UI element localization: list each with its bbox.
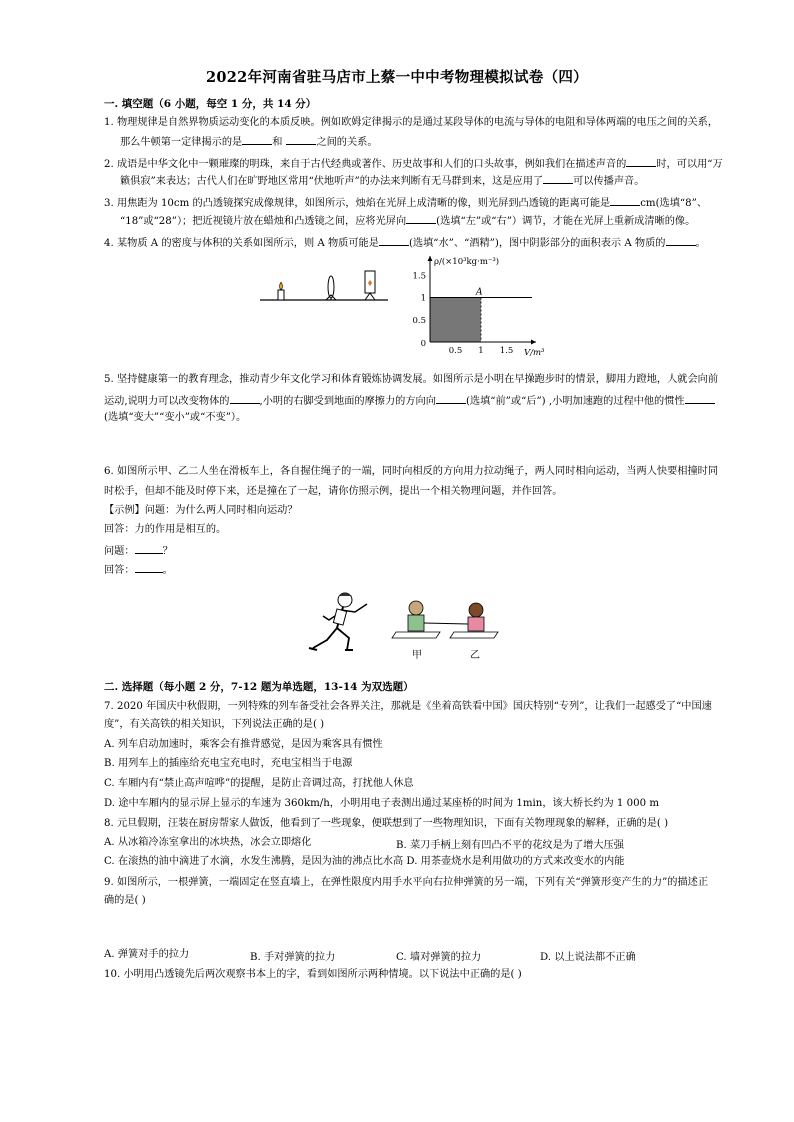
y-tick-label: 1 (420, 293, 426, 304)
q2-line2: 籁俱寂”来表达；古代人们在旷野地区常用“伏地听声”的办法来判断有无马群到来，这是应用了 可以传播声音。 (120, 172, 644, 189)
origin-label: 0 (420, 339, 426, 349)
q8-option-b[interactable]: B. 菜刀手柄上刻有凹凸不平的花纹是为了增大压强 (396, 840, 624, 851)
x-tick-label: 0.5 (448, 346, 463, 356)
blank[interactable] (666, 234, 696, 246)
y-tick-label: 0.5 (412, 315, 426, 326)
person-yi-body (468, 617, 484, 631)
q7-option-d[interactable]: D. 途中车厢内的显示屏上显示的车速为 360km/h，小明用电子表测出通过某座桥的时间为 1min，该大桥长约为 1 000 m (104, 798, 659, 809)
section1-heading: 一. 填空题（6 小题，每空 1 分，共 14 分） (104, 98, 317, 110)
q5-line2: 运动,说明力可以改变物体的 ,小明的右脚受到地面的摩擦力的方向向 (选填“前”或“后”) ,小明加速跑的过程中他的惯性 (104, 392, 715, 409)
screen-stand (365, 293, 375, 300)
q8-option-c-d[interactable]: C. 在滚热的油中滴进了水滴，水发生沸腾，是因为油的沸点比水高 D. 用茶壶烧水是利用做功的方式来改变水的内能 (104, 856, 625, 867)
blank[interactable] (286, 133, 316, 145)
person-yi-head (469, 603, 483, 617)
shaded-area (430, 298, 481, 342)
flame-icon (280, 282, 283, 290)
runner-leg-back (313, 628, 337, 648)
skateboard-figure (392, 596, 502, 662)
q1-line2: 那么牛顿第一定律揭示的是 和 之间的关系。 (120, 133, 378, 150)
q6-line2: 时松手，但却不能及时停下来，还是撞在了一起，请你仿照示例，提出一个相关物理问题，并作回答。 (104, 486, 563, 497)
x-tick-label: 1 (478, 346, 484, 356)
q7-option-a[interactable]: A. 列车启动加速时，乘客会有推背感觉，是因为乘客具有惯性 (104, 739, 383, 750)
blank[interactable] (685, 392, 715, 404)
y-axis-label: ρ/(×10³kg·m⁻³) (434, 257, 500, 267)
q9-option-c[interactable]: C. 墙对弹簧的拉力 (396, 952, 482, 963)
label-yi: 乙 (470, 650, 480, 661)
blank[interactable] (406, 212, 436, 224)
q9-line2: 确的是( ) (104, 895, 146, 906)
blank[interactable] (626, 155, 656, 167)
blank[interactable] (135, 542, 163, 554)
q6-ask-answer: 回答： 。 (104, 561, 173, 578)
q7-line2: 度”，有关高铁的相关知识，下列说法正确的是( ) (104, 719, 325, 730)
q4-line1: 4. 某物质 A 的密度与体积的关系如图所示，则 A 物质可能是 (选填“水”、“酒精”)，图中阴影部分的面积表示 A 物质的 。 (104, 234, 706, 251)
y-tick-label: 1.5 (412, 271, 426, 282)
density-volume-chart (400, 250, 545, 358)
blank[interactable] (436, 392, 466, 404)
q7-option-c[interactable]: C. 车厢内有“禁止高声喧哗”的提醒，是防止音调过高，打扰他人休息 (104, 778, 414, 789)
section2-heading: 二. 选择题（每小题 2 分，7-12 题为单选题，13-14 为双选题） (104, 681, 414, 693)
q3-line1: 3. 用焦距为 10cm 的凸透镜探究成像规律，如图所示，烛焰在光屏上成清晰的像，则光屏到凸透镜的距离可能是 cm(选填“8”、 (104, 194, 707, 211)
blank[interactable] (610, 194, 640, 206)
runner-leg-front (337, 628, 349, 650)
y-axis-arrow (428, 256, 433, 261)
blank[interactable] (379, 234, 409, 246)
blank[interactable] (230, 392, 260, 404)
blank[interactable] (543, 172, 573, 184)
q7-option-b[interactable]: B. 用列车上的插座给充电宝充电时，充电宝相当于电源 (104, 758, 353, 769)
q5-line3: (选填“变大”“变小”或“不变”）。 (104, 412, 247, 423)
person-jia-head (409, 601, 423, 615)
point-label: A (476, 287, 483, 298)
blank[interactable] (242, 133, 272, 145)
runner-figure (305, 588, 377, 660)
person-jia-body (408, 615, 424, 631)
board-jia (392, 632, 440, 638)
q9-option-d[interactable]: D. 以上说法都不正确 (540, 952, 636, 963)
blank[interactable] (135, 561, 163, 573)
q9-option-b[interactable]: B. 手对弹簧的拉力 (250, 952, 336, 963)
q3-line2: “18”或“28”）；把近视镜片放在蜡烛和凸透镜之间，应将光屏向 (选填“左”或“右”）调节，才能在光屏上重新成清晰的像。 (120, 212, 695, 229)
q6-line1: 6. 如图所示甲、乙二人坐在滑板车上，各自握住绳子的一端，同时向相反的方向用力拉动绳子，两人同时相向运动，当两人快要相撞时同 (104, 466, 719, 477)
q8-line1: 8. 元旦假期，汪装在厨房帮家人做饭，他看到了一些现象，便联想到了一些物理知识，下面有关物理现象的解释，正确的是( ) (104, 818, 669, 829)
rope (424, 623, 468, 624)
q9-option-a[interactable]: A. 弹簧对手的拉力 (104, 949, 190, 960)
q10-line1: 10. 小明用凸透镜先后两次观察书本上的字，看到如图所示两种情境。以下说法中正确的是( ) (104, 969, 522, 980)
label-jia: 甲 (412, 650, 422, 661)
q9-line1: 9. 如图所示，一根弹簧，一端固定在竖直墙上，在弹性限度内用手水平向右拉伸弹簧的另一端，下列有关“弹簧形变产生的力”的描述正 (104, 877, 709, 888)
q5-line1: 5. 坚持健康第一的教育理念，推动青少年文化学习和体育锻炼协调发展。如图所示是小明在早操跑步时的情景，脚用力蹬地，人就会向前 (104, 374, 719, 385)
q6-example-answer: 回答：力的作用是相互的。 (104, 524, 227, 535)
q6-ask-question: 问题： ？ (104, 542, 173, 559)
q8-option-a[interactable]: A. 从冰箱冷冻室拿出的冰块热，冰会立即熔化 (104, 837, 312, 848)
q1-line1: 1. 物理规律是自然界物质运动变化的本质反映。例如欧姆定律揭示的是通过某段导体的电流与导体的电阻和导体两端的电压之间的关系， (104, 117, 719, 128)
x-axis-arrow (531, 340, 536, 345)
x-axis-label: V/m³ (524, 348, 545, 358)
candle-icon (278, 290, 284, 300)
optical-bench-figure (258, 268, 393, 310)
q2-line1: 2. 成语是中华文化中一颗璀璨的明珠，来自于古代经典或著作、历史故事和人们的口头故事，例如我们在描述声音的 时，可以用“万 (104, 155, 723, 172)
board-yi (450, 632, 498, 638)
x-tick-label: 1.5 (499, 346, 514, 356)
page-title: 2022年河南省驻马店市上蔡一中中考物理模拟试卷（四） (206, 69, 588, 86)
q6-example-question: 【示例】问题：为什么两人同时相向运动？ (104, 505, 298, 516)
q7-line1: 7. 2020 年国庆中秋假期，一列特殊的列车备受社会各界关注，那就是《坐着高铁看中国》国庆特别“专列”，让我们一起感受了“中国速 (104, 701, 712, 712)
